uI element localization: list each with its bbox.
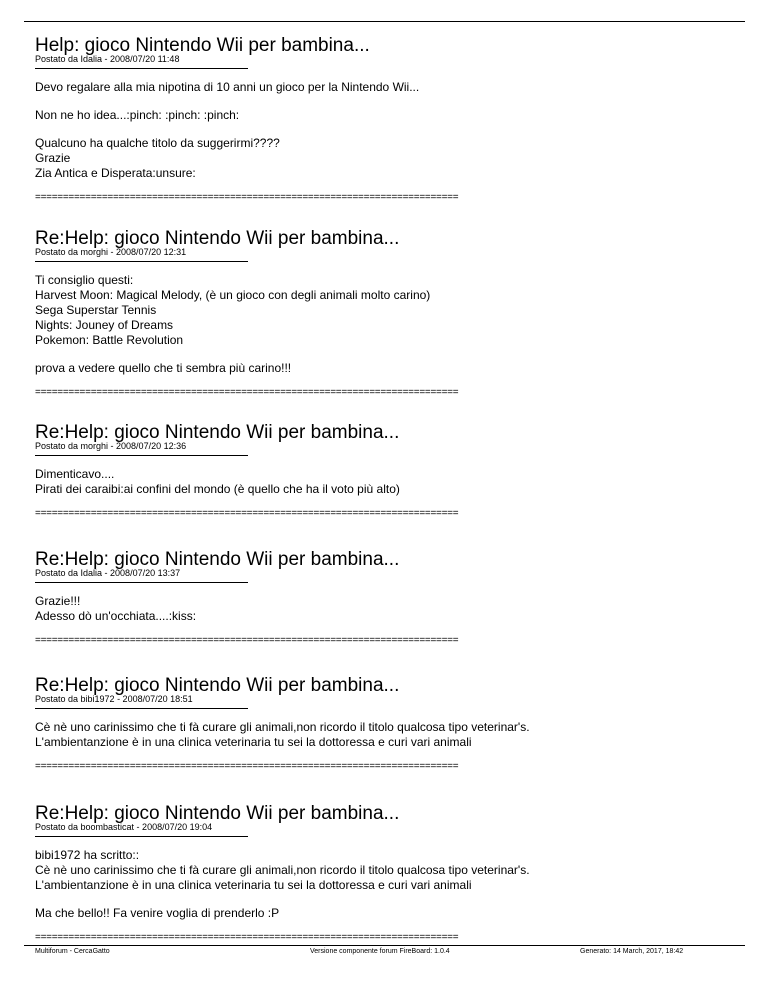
post-paragraph <box>35 467 725 497</box>
post-line: bibi1972 ha scritto:: <box>35 848 140 862</box>
footer-generated: Generato: 14 March, 2017, 18:42 <box>580 948 684 955</box>
post-separator: ============================================================================ <box>35 761 459 772</box>
forum-post <box>35 423 725 520</box>
post-line: Pirati dei caraibi:ai confini del mondo (è quello che ha il voto più alto) <box>35 482 400 496</box>
post-body <box>35 848 725 921</box>
forum-post <box>35 804 725 944</box>
meta-rule <box>35 455 248 456</box>
post-meta: Postato da bibi1972 - 2008/07/20 18:51 <box>35 694 193 704</box>
post-separator: ============================================================================ <box>35 932 459 943</box>
post-meta: Postato da Idalia - 2008/07/20 11:48 <box>35 54 180 64</box>
post-line: Dimenticavo.... <box>35 467 115 481</box>
footer-rule <box>24 945 745 946</box>
meta-rule <box>35 582 248 583</box>
post-separator: ============================================================================ <box>35 508 459 519</box>
post-paragraph <box>35 80 725 95</box>
post-line: L'ambientanzione è in una clinica veterinaria tu sei la dottoressa e curi vari animali <box>35 878 472 892</box>
post-line: Cè nè uno carinissimo che ti fà curare gli animali,non ricordo il titolo qualcosa tipo veterinar's. <box>35 863 530 877</box>
post-paragraph <box>35 361 725 376</box>
post-meta: Postato da morghi - 2008/07/20 12:36 <box>35 441 187 451</box>
forum-post <box>35 229 725 399</box>
meta-rule <box>35 708 248 709</box>
forum-post <box>35 676 725 773</box>
post-line: Zia Antica e Disperata:unsure: <box>35 166 196 180</box>
post-line: Ti consiglio questi: <box>35 273 134 287</box>
post-title: Re:Help: gioco Nintendo Wii per bambina... <box>35 228 400 249</box>
post-meta: Postato da Idalia - 2008/07/20 13:37 <box>35 568 181 578</box>
post-line: prova a vedere quello che ti sembra più carino!!! <box>35 361 292 375</box>
post-separator: ============================================================================ <box>35 387 459 398</box>
post-line: Sega Superstar Tennis <box>35 303 157 317</box>
post-line: Pokemon: Battle Revolution <box>35 333 184 347</box>
meta-rule <box>35 68 248 69</box>
post-line: Non ne ho idea...:pinch: :pinch: :pinch: <box>35 108 240 122</box>
post-meta: Postato da boombasticat - 2008/07/20 19:04 <box>35 822 213 832</box>
post-title: Re:Help: gioco Nintendo Wii per bambina... <box>35 549 400 570</box>
footer-version: Versione componente forum FireBoard: 1.0.4 <box>310 948 450 955</box>
meta-rule <box>35 836 248 837</box>
forum-post <box>35 550 725 647</box>
post-title: Re:Help: gioco Nintendo Wii per bambina... <box>35 422 400 443</box>
post-body <box>35 80 725 181</box>
post-paragraph <box>35 136 725 181</box>
footer-site: Multiforum - CercaGatto <box>35 948 110 955</box>
post-line: Qualcuno ha qualche titolo da suggerirmi???? <box>35 136 280 150</box>
post-paragraph <box>35 848 725 893</box>
post-line: Grazie <box>35 151 71 165</box>
post-separator: ============================================================================ <box>35 635 459 646</box>
post-line: L'ambientanzione è in una clinica veterinaria tu sei la dottoressa e curi vari animali <box>35 735 472 749</box>
post-paragraph <box>35 273 725 348</box>
post-line: Harvest Moon: Magical Melody, (è un gioco con degli animali molto carino) <box>35 288 431 302</box>
post-line: Nights: Jouney of Dreams <box>35 318 174 332</box>
post-body <box>35 467 725 497</box>
top-rule <box>24 21 745 22</box>
post-line: Grazie!!! <box>35 594 81 608</box>
post-title: Help: gioco Nintendo Wii per bambina... <box>35 35 370 56</box>
post-title: Re:Help: gioco Nintendo Wii per bambina... <box>35 675 400 696</box>
post-body <box>35 720 725 750</box>
post-paragraph <box>35 594 725 624</box>
post-paragraph <box>35 906 725 921</box>
post-paragraph <box>35 720 725 750</box>
post-line: Adesso dò un'occhiata....:kiss: <box>35 609 197 623</box>
post-meta: Postato da morghi - 2008/07/20 12:31 <box>35 247 187 257</box>
post-body <box>35 594 725 624</box>
post-title: Re:Help: gioco Nintendo Wii per bambina... <box>35 803 400 824</box>
post-separator: ============================================================================ <box>35 192 459 203</box>
meta-rule <box>35 261 248 262</box>
post-line: Devo regalare alla mia nipotina di 10 anni un gioco per la Nintendo Wii... <box>35 80 420 94</box>
post-line: Ma che bello!! Fa venire voglia di prenderlo :P <box>35 906 280 920</box>
post-paragraph <box>35 108 725 123</box>
post-body <box>35 273 725 376</box>
forum-post <box>35 36 725 204</box>
post-line: Cè nè uno carinissimo che ti fà curare gli animali,non ricordo il titolo qualcosa tipo veterinar's. <box>35 720 530 734</box>
